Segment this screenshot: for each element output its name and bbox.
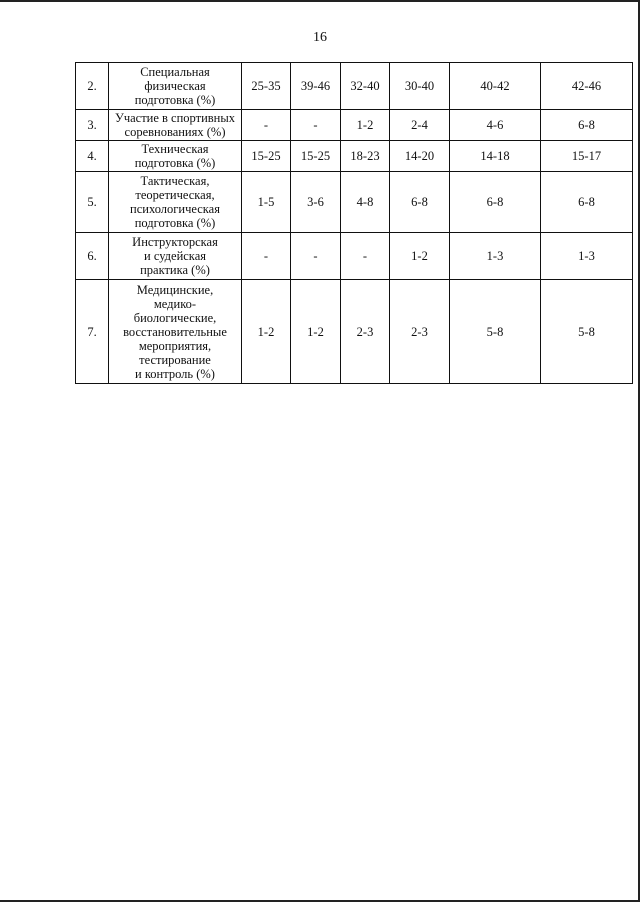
table-cell: 15-25 xyxy=(242,141,291,172)
row-name-line: физическая xyxy=(144,79,206,93)
table-cell: 1-3 xyxy=(541,233,633,280)
row-name xyxy=(109,141,242,172)
row-name-line: и судейская xyxy=(144,249,206,263)
row-number: 2. xyxy=(76,63,109,110)
table-cell: 1-2 xyxy=(341,110,390,141)
table-cell: 30-40 xyxy=(390,63,450,110)
row-number: 6. xyxy=(76,233,109,280)
row-name xyxy=(109,63,242,110)
table-cell: - xyxy=(291,110,341,141)
row-name-line: Специальная xyxy=(140,65,210,79)
row-name-line: подготовка (%) xyxy=(134,93,216,107)
table-cell: 6-8 xyxy=(390,172,450,233)
table-cell: 2-4 xyxy=(390,110,450,141)
row-name-line: Техническая xyxy=(141,142,209,156)
table-cell: - xyxy=(341,233,390,280)
row-name xyxy=(109,172,242,233)
row-name-line: подготовка (%) xyxy=(134,156,216,170)
table-row xyxy=(76,172,633,233)
row-name xyxy=(109,233,242,280)
table-row xyxy=(76,280,633,384)
row-name-line: психологическая xyxy=(130,202,220,216)
table-cell: 14-20 xyxy=(390,141,450,172)
table-cell: 15-25 xyxy=(291,141,341,172)
row-name-line: Тактическая, xyxy=(140,174,210,188)
scan-edge-top xyxy=(0,0,640,2)
row-name-line: тестирование xyxy=(139,352,211,367)
row-name-line: практика (%) xyxy=(140,263,210,277)
row-name-line: теоретическая, xyxy=(135,188,215,202)
table-cell: 2-3 xyxy=(341,280,390,384)
table-cell: 6-8 xyxy=(541,110,633,141)
table-cell: 1-3 xyxy=(450,233,541,280)
table-cell: 18-23 xyxy=(341,141,390,172)
row-name xyxy=(109,110,242,141)
table-cell: 3-6 xyxy=(291,172,341,233)
table-cell: 1-2 xyxy=(242,280,291,384)
table-cell: 42-46 xyxy=(541,63,633,110)
table-row xyxy=(76,110,633,141)
table-cell: 1-2 xyxy=(390,233,450,280)
table-cell: 4-8 xyxy=(341,172,390,233)
table-cell: 14-18 xyxy=(450,141,541,172)
table-cell: 15-17 xyxy=(541,141,633,172)
table-cell: 40-42 xyxy=(450,63,541,110)
row-name-line: подготовка (%) xyxy=(134,216,216,230)
table-cell: 6-8 xyxy=(450,172,541,233)
row-name-line: Инструкторская xyxy=(132,235,218,249)
row-name-line: мероприятия, xyxy=(138,338,212,353)
table-cell: 5-8 xyxy=(450,280,541,384)
table-row xyxy=(76,233,633,280)
row-name-line: и контроль (%) xyxy=(135,366,215,381)
row-name-line: биологические, xyxy=(133,310,217,325)
table-cell: 5-8 xyxy=(541,280,633,384)
row-name-line: Участие в спортивных xyxy=(114,111,236,125)
table-cell: 1-2 xyxy=(291,280,341,384)
table-cell: - xyxy=(242,233,291,280)
row-number: 7. xyxy=(76,280,109,384)
row-name-line: медико- xyxy=(153,296,197,311)
table-row xyxy=(76,141,633,172)
row-name xyxy=(109,280,242,384)
table-cell: - xyxy=(242,110,291,141)
row-number: 3. xyxy=(76,110,109,141)
table-cell: 32-40 xyxy=(341,63,390,110)
page-number: 16 xyxy=(313,30,327,45)
table-cell: - xyxy=(291,233,341,280)
row-name-line: Медицинские, xyxy=(136,282,214,297)
row-number: 4. xyxy=(76,141,109,172)
table-cell: 6-8 xyxy=(541,172,633,233)
table-cell: 2-3 xyxy=(390,280,450,384)
table-cell: 25-35 xyxy=(242,63,291,110)
table-cell: 39-46 xyxy=(291,63,341,110)
row-name-line: соревнованиях (%) xyxy=(124,125,226,139)
training-plan-table xyxy=(75,62,633,384)
row-number: 5. xyxy=(76,172,109,233)
row-name-line: восстановительные xyxy=(123,324,227,339)
table-cell: 1-5 xyxy=(242,172,291,233)
table-cell: 4-6 xyxy=(450,110,541,141)
table-row xyxy=(76,63,633,110)
